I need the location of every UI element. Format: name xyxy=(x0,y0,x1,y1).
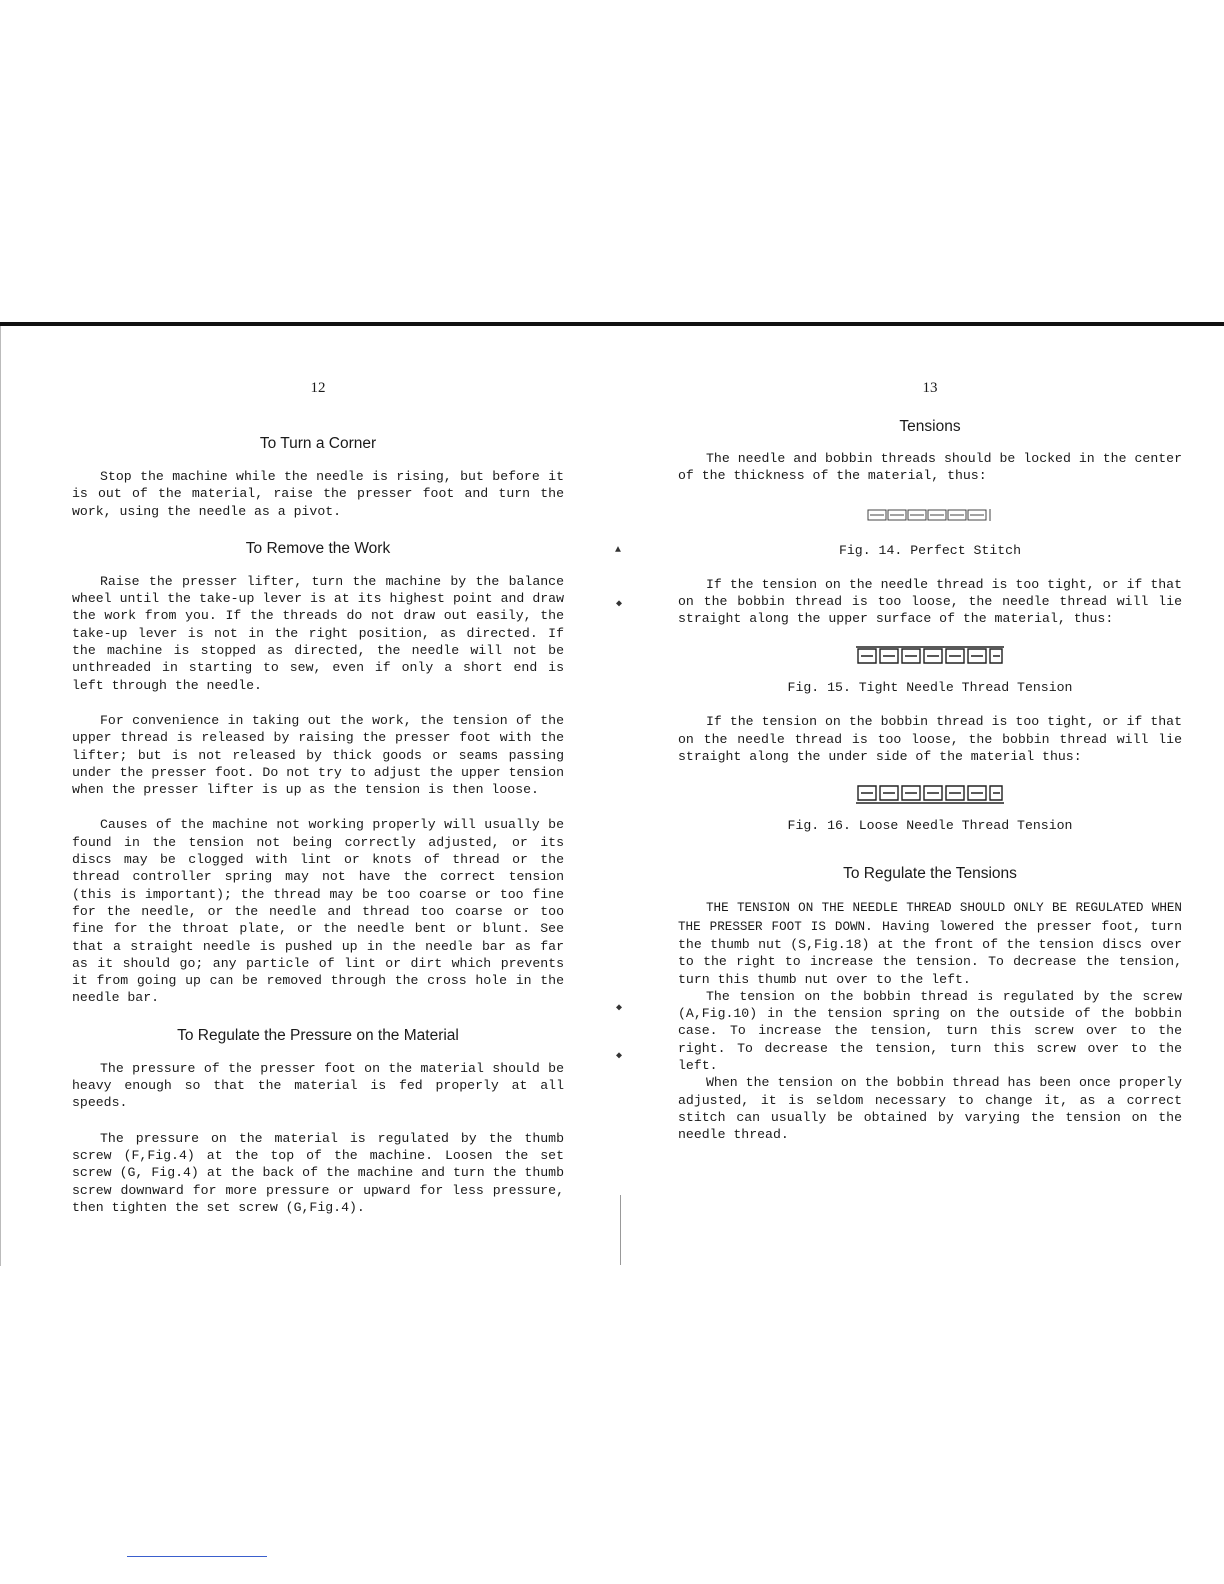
bottom-link-line[interactable] xyxy=(127,1556,267,1557)
page-number: 12 xyxy=(310,380,326,396)
heading-tensions: Tensions xyxy=(899,418,961,435)
heading-regulate-tensions: To Regulate the Tensions xyxy=(843,865,1017,883)
paragraph: The tension on the bobbin thread is regulated by the screw (A,Fig.10) in the tension spring on the outside of the bobbin case. To increase the tension, turn this screw over to the right. To decrease the tension, turn this screw over to the left. xyxy=(678,988,1182,1074)
perfect-stitch-diagram xyxy=(678,505,1182,525)
paragraph: Stop the machine while the needle is rising, but before it is out of the material, raise the presser foot and turn the work, using the needle as a pivot. xyxy=(72,469,564,519)
paragraph: The pressure on the material is regulated by the thumb screw (F,Fig.4) at the top of the machine. Loosen the set screw (G, Fig.4) at the back of the machine and turn the thumb screw downward for more pressure or upward for less pressure, then tighten the set screw (G,Fig.4). xyxy=(72,1130,564,1215)
gutter-mark-icon: ◆ xyxy=(616,1051,623,1062)
caps-instruction: THE TENSION ON THE NEEDLE THREAD SHOULD ONLY BE REGULATED WHEN THE PRESSER FOOT IS DOWN. xyxy=(678,901,1182,934)
instruction-text: Having lowered the presser foot, turn the thumb nut (S,Fig.18) at the front of the tension discs over to the right to increase the tension. To decrease the tension, turn this thumb nut over to the left. xyxy=(678,918,1183,987)
paragraph: When the tension on the bobbin thread has been once properly adjusted, it is seldom necessary to change it, as a correct stitch can usually be obtained by varying the tension on the needle thread. xyxy=(678,1075,1182,1143)
paragraph: For convenience in taking out the work, the tension of the upper thread is released by raising the presser foot with the lifter; but is not released by thick goods or seams passing under the presser foot. Do not try to adjust the upper tension when the presser lifter is up as the tension is then loose. xyxy=(72,712,564,798)
top-border-rule xyxy=(0,322,1224,326)
figure-caption: Fig. 16. Loose Needle Thread Tension xyxy=(787,818,1073,834)
paragraph xyxy=(678,899,1182,987)
paragraph: If the tension on the needle thread is too tight, or if that on the bobbin thread is too loose, the needle thread will lie straight along the upper surface of the material, thus: xyxy=(678,576,1182,627)
heading-regulate-pressure: To Regulate the Pressure on the Material xyxy=(177,1026,459,1044)
paragraph: The needle and bobbin threads should be locked in the center of the thickness of the material, thus: xyxy=(678,451,1182,484)
gutter-mark-icon: ◆ xyxy=(616,1003,623,1014)
paragraph: Raise the presser lifter, turn the machine by the balance wheel until the take-up lever is at its highest point and draw the work from you. If the threads do not draw out easily, the take-up lever is not in the right position, as directed. If the machine is stopped as directed, the needle will not be unthreaded in starting to sew, even if only a short end is left through the needle. xyxy=(72,573,564,693)
paragraph: Causes of the machine not working properly will usually be found in the tension not being correctly adjusted, or its discs may be clogged with lint or knots of thread or the thread controller spring may not have the correct tension (this is important); the thread may be too coarse or too fine for the needle, or the needle and thread too coarse or too fine for the throat plate, or the needle bent or blunt. See that a straight needle is pushed up in the needle bar as far as it should go; any particle of lint or dirt which prevents it from going up can be removed through the cross hole in the needle bar. xyxy=(72,817,564,1006)
stitch-illustration-icon xyxy=(854,644,1006,670)
stitch-illustration-icon xyxy=(854,782,1006,808)
heading-remove-work: To Remove the Work xyxy=(245,539,391,557)
gutter-mark-icon: ▲ xyxy=(615,545,622,556)
figure-caption: Fig. 14. Perfect Stitch xyxy=(838,542,1022,558)
left-scan-edge xyxy=(0,326,1,1266)
paragraph: The pressure of the presser foot on the material should be heavy enough so that the material is fed properly at all speeds. xyxy=(72,1060,564,1111)
gutter-mark-icon: ◆ xyxy=(616,599,623,610)
stitch-illustration-icon xyxy=(866,505,994,525)
page-gutter-line xyxy=(620,1195,621,1265)
right-page xyxy=(678,380,1182,1144)
figure-caption: Fig. 15. Tight Needle Thread Tension xyxy=(787,680,1073,696)
loose-tension-diagram xyxy=(678,782,1182,808)
paragraph: If the tension on the bobbin thread is too tight, or if that on the needle thread is too loose, the bobbin thread will lie straight along the under side of the material thus: xyxy=(678,714,1182,765)
tight-tension-diagram xyxy=(678,644,1182,670)
left-page xyxy=(72,380,564,1216)
heading-turn-corner: To Turn a Corner xyxy=(259,435,377,452)
page-number: 13 xyxy=(922,380,938,396)
